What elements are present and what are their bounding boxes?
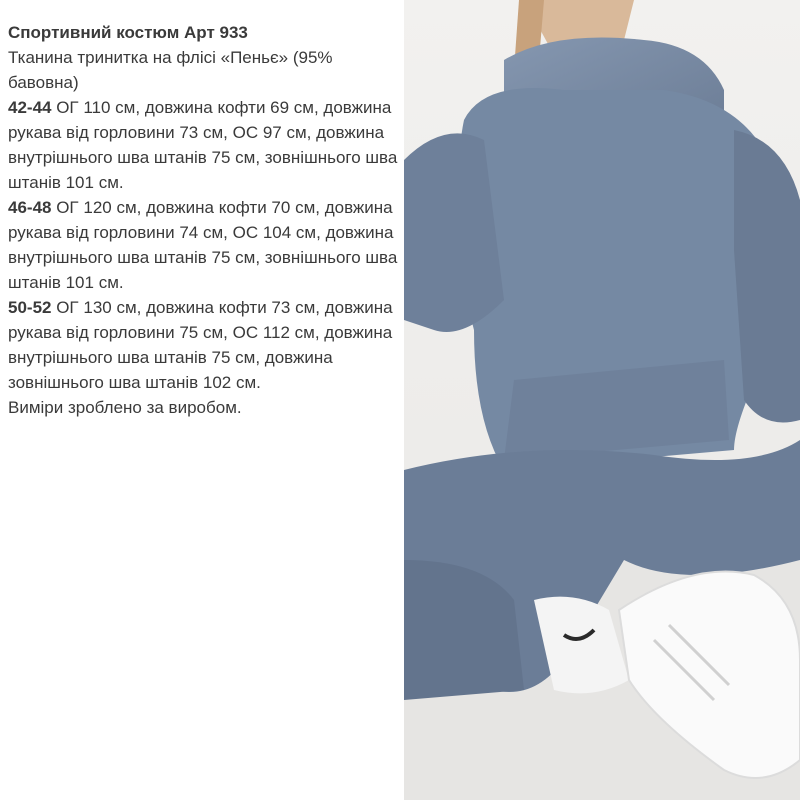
measurement-note: Виміри зроблено за виробом. [8,398,242,417]
size-details: ОГ 120 см, довжина кофти 70 см, довжина рукава від горловини 74 см, ОС 104 см, довжина внутрішнього шва штанів 75 см, зовнішнього шва штанів 101 см. [8,198,398,292]
size-details: ОГ 130 см, довжина кофти 73 см, довжина рукава від горловини 75 см, ОС 112 см, довжина внутрішнього шва штанів 75 см, довжина зовнішнього шва штанів 102 см. [8,298,393,392]
fabric-info: Тканина тринитка на флісі «Пеньє» (95% бавовна) [8,48,333,92]
product-description [8,20,400,420]
size-label: 42-44 [8,98,52,117]
size-entry-42-44 [8,95,400,195]
tracksuit-model-illustration [404,0,800,800]
size-label: 46-48 [8,198,52,217]
product-photo [404,0,800,800]
size-entry-46-48 [8,195,400,295]
size-details: ОГ 110 см, довжина кофти 69 см, довжина рукава від горловини 73 см, ОС 97 см, довжина внутрішнього шва штанів 75 см, зовнішнього шва штанів 101 см. [8,98,398,192]
size-entry-50-52 [8,295,400,395]
product-title: Спортивний костюм Арт 933 [8,23,248,42]
size-label: 50-52 [8,298,52,317]
